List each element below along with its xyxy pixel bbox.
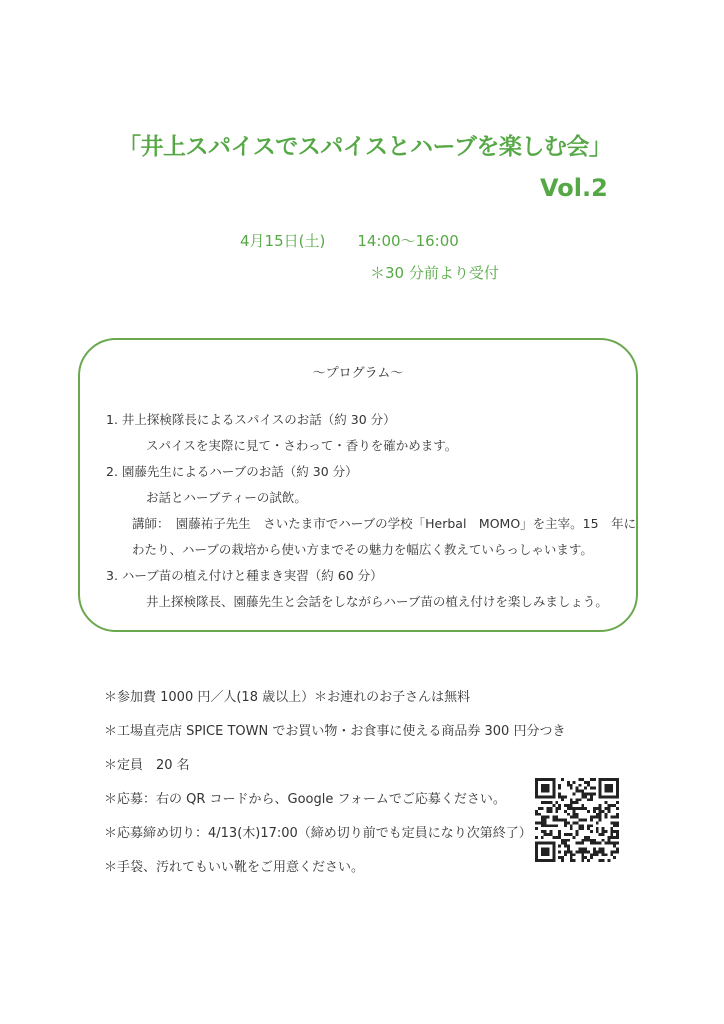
info-fee: ＊参加費 1000 円／人(18 歳以上）＊お連れのお子さんは無料 xyxy=(104,690,471,705)
info-capacity: ＊定員 20 名 xyxy=(104,758,190,773)
info-voucher: ＊工場直売店 SPICE TOWN でお買い物・お食事に使える商品券 300 円分つき xyxy=(104,724,566,739)
event-date: 4月15日(土) xyxy=(240,232,326,250)
program-item-2-detail: お話とハーブティーの試飲。 xyxy=(146,490,307,505)
event-time: 14:00〜16:00 xyxy=(357,232,459,250)
program-item-3: 3. ハーブ苗の植え付けと種まき実習（約 60 分） xyxy=(106,568,383,583)
program-box xyxy=(78,338,638,632)
program-item-3-detail: 井上探検隊長、園藤先生と会話をしながらハーブ苗の植え付けを楽しみましょう。 xyxy=(146,594,608,609)
info-apply: ＊応募：右の QR コードから、Google フォームでご応募ください。 xyxy=(104,792,506,807)
program-lecturer: 講師： 園藤祐子先生 さいたま市でハーブの学校「Herbal MOMO」を主宰。15 年に xyxy=(132,516,637,531)
program-item-2: 2. 園藤先生によるハーブのお話（約 30 分） xyxy=(106,464,358,479)
reception-note: ＊30 分前より受付 xyxy=(370,264,499,282)
info-deadline: ＊応募締め切り：4/13(木)17:00（締め切り前でも定員になり次第終了） xyxy=(104,826,532,841)
event-title: 「井上スパイスでスパイスとハーブを楽しむ会」 xyxy=(118,134,612,160)
program-lecturer-cont: わたり、ハーブの栽培から使い方までその魅力を幅広く教えていらっしゃいます。 xyxy=(132,542,593,557)
program-item-1-detail: スパイスを実際に見て・さわって・香りを確かめます。 xyxy=(146,438,458,453)
event-datetime xyxy=(240,230,459,251)
program-item-1: 1. 井上探検隊長によるスパイスのお話（約 30 分） xyxy=(106,412,396,427)
program-heading: 〜プログラム〜 xyxy=(312,366,404,381)
event-volume: Vol.2 xyxy=(540,174,608,202)
qr-code-icon[interactable] xyxy=(535,778,619,862)
info-gloves: ＊手袋、汚れてもいい靴をご用意ください。 xyxy=(104,860,365,875)
